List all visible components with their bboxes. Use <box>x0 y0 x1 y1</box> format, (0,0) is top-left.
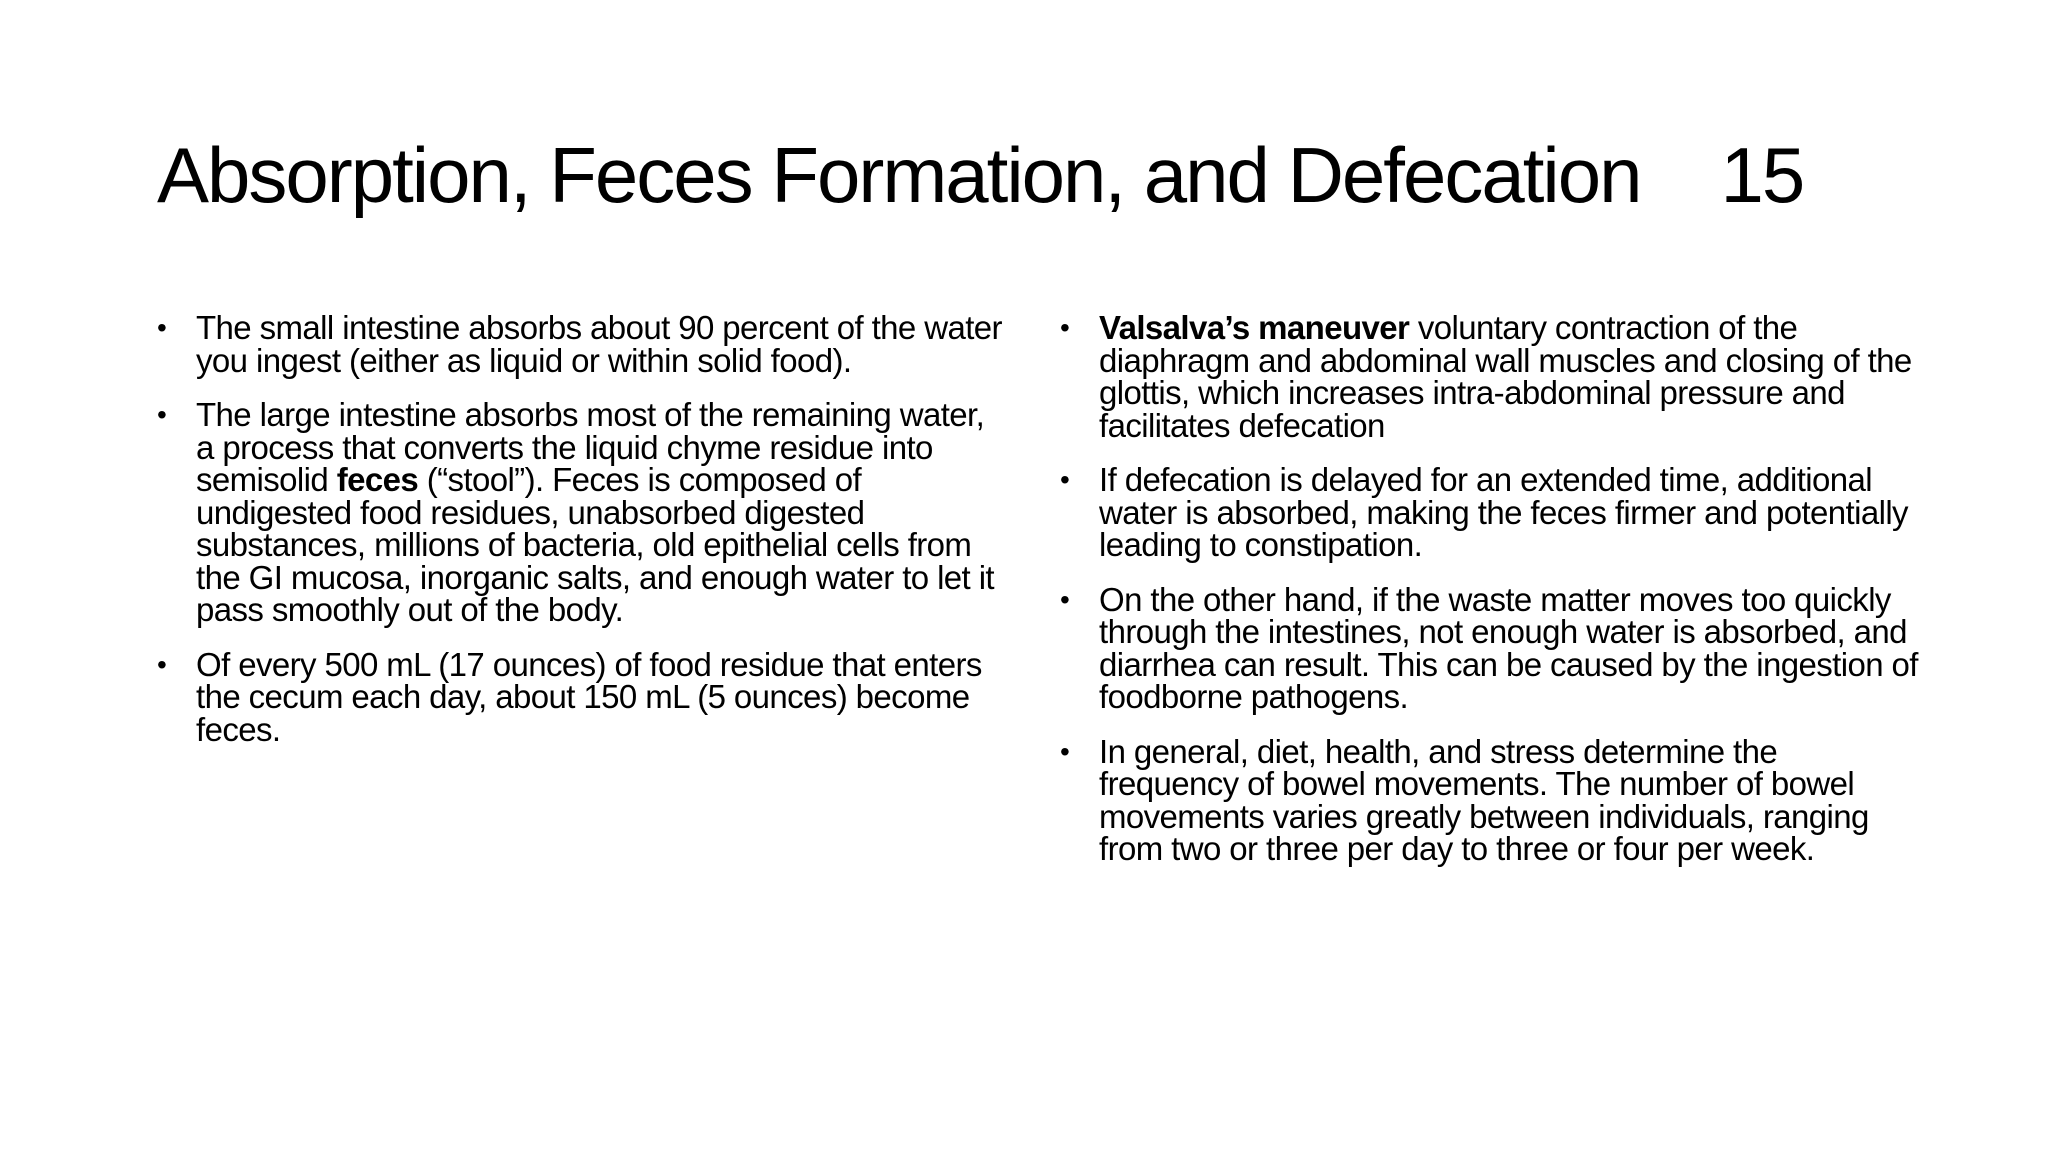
bullet-item <box>1060 309 1920 444</box>
bullet-text-part: (“stool”). Feces is composed of undigested food residues, unabsorbed digested substances, millions of bacteria, old epithelial cells from the GI mucosa, inorganic salts, and enough water to let it pass smoothly out of the body. <box>196 461 994 628</box>
right-column <box>1060 309 1920 888</box>
slide-number: 15 <box>1720 131 1804 219</box>
bullet-item <box>157 309 1002 379</box>
bullet-dot: • <box>1060 464 1070 495</box>
left-column <box>157 309 1002 768</box>
bullet-text-part: In general, diet, health, and stress determine the frequency of bowel movements. The number of bowel movements varies greatly between individuals, ranging from two or three per day to three or four per week. <box>1099 732 1869 867</box>
bullet-text-part: The large intestine absorbs most of the remaining water, a process that converts the liquid chyme residue into semisolid <box>196 396 985 498</box>
bullet-item <box>1060 461 1920 563</box>
bullet-text <box>1099 461 1908 563</box>
bullet-dot: • <box>157 399 167 430</box>
bullet-text <box>196 396 994 628</box>
bullet-dot: • <box>1060 312 1070 343</box>
bullet-dot: • <box>157 312 167 343</box>
bullet-item <box>1060 732 1920 867</box>
bullet-item <box>1060 580 1920 715</box>
bullet-text-part: The small intestine absorbs about 90 percent of the water you ingest (either as liquid or within solid food). <box>196 309 1002 379</box>
bullet-text <box>196 309 1002 379</box>
bullet-text <box>1099 309 1912 444</box>
bullet-text <box>1099 581 1918 716</box>
bullet-text <box>196 646 982 748</box>
bold-term-valsalva: Valsalva’s maneuver <box>1099 309 1410 346</box>
bullet-dot: • <box>1060 583 1070 615</box>
bullet-dot: • <box>157 648 167 680</box>
bullet-item <box>157 396 1002 628</box>
bullet-item <box>157 645 1002 748</box>
bullet-text <box>1099 733 1869 868</box>
bullet-text-part: voluntary contraction of the diaphragm and abdominal wall muscles and closing of the glottis, which increases intra-abdominal pressure and facilitates defecation <box>1099 309 1912 444</box>
bullet-text-part: On the other hand, if the waste matter moves too quickly through the intestines, not enough water is absorbed, and diarrhea can result. This can be caused by the ingestion of foodborne pathogens. <box>1099 580 1918 715</box>
bullet-text-part: If defecation is delayed for an extended time, additional water is absorbed, making the feces firmer and potentially leading to constipation. <box>1099 461 1908 563</box>
slide-title-text: Absorption, Feces Formation, and Defecation <box>157 131 1641 219</box>
slide-title <box>157 120 1803 230</box>
bullet-text-part: Of every 500 mL (17 ounces) of food residue that enters the cecum each day, about 150 mL (5 ounces) become feces. <box>196 645 982 748</box>
bold-term-feces: feces <box>336 461 419 498</box>
bullet-dot: • <box>1060 735 1070 767</box>
